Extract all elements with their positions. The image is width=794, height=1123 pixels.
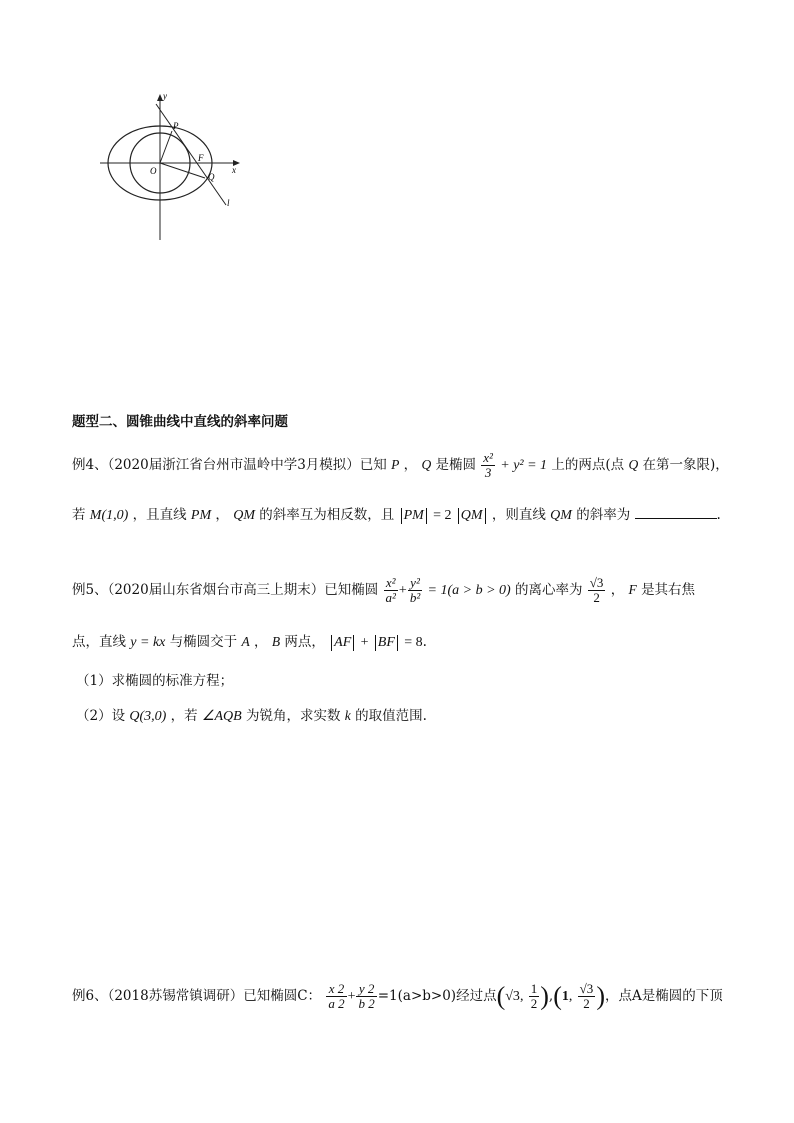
point-a: A: [241, 634, 250, 649]
pt2-den: 2: [583, 996, 590, 1011]
label-q: Q: [208, 172, 215, 182]
pt1-a: √3: [505, 989, 520, 1004]
ex5-l2-d: 两点，: [284, 634, 325, 650]
ex6-fraction-x: [326, 982, 346, 1011]
ex4-equation-rest: + y² = 1: [500, 458, 548, 473]
ex5-fraction-x: [384, 576, 398, 605]
ex5-plus: +: [398, 583, 407, 598]
label-p: P: [173, 121, 179, 131]
ex6-f2-den: b 2: [358, 996, 375, 1011]
ex4-l2-b: ，且直线: [132, 507, 187, 523]
ex6-intro: 例6、（2018苏锡常镇调研）已知椭圆C：: [72, 988, 322, 1004]
example-5-line-2: [72, 632, 427, 653]
ex6-text-2: =1(a>b>0)经过点: [377, 988, 497, 1004]
ex4-frac-num: x²: [483, 450, 493, 465]
section-heading: 题型二、圆锥曲线中直线的斜率问题: [72, 414, 288, 430]
ex4-ellipse-word: 是椭圆: [435, 457, 476, 473]
ex4-text-2: 上的两点(点: [551, 457, 625, 473]
ex4-l2-d: 的斜率互为相反数，且: [259, 507, 395, 523]
example-5-question-1: （1）求椭圆的标准方程；: [76, 673, 234, 689]
var-k: k: [344, 708, 351, 723]
pt1-sep: ,: [519, 989, 524, 1004]
abs-af: AF: [334, 635, 352, 650]
eccentricity-fraction: [588, 576, 606, 605]
pt2-num: √3: [579, 981, 594, 996]
abs-qm: QM: [460, 508, 483, 523]
ex5-q2-a: （2）设: [76, 708, 126, 724]
ellipse-circle-figure: [95, 85, 255, 245]
ex5-q2-d: 的取值范围.: [355, 708, 427, 724]
abs-bf: BF: [377, 635, 395, 650]
example-5-line-1: [72, 576, 695, 605]
ex4-fraction: [481, 451, 495, 480]
ex5-equation: = 1(a > b > 0): [427, 583, 511, 598]
e-den: 2: [593, 590, 600, 605]
ex4-frac-den: 3: [484, 465, 492, 480]
pt2-fraction: [578, 982, 596, 1011]
segment-op: [160, 131, 172, 163]
ex4-comma: ，: [403, 457, 418, 473]
ex6-fraction-y: [356, 982, 376, 1011]
ex6-plus: +: [347, 989, 356, 1004]
example-4-line-1: [72, 451, 729, 480]
example-5-question-2: [76, 706, 427, 727]
point-q-2: Q: [628, 457, 639, 472]
line-pm: PM: [190, 508, 212, 523]
ex5-text-3: ，: [610, 582, 625, 598]
pt1-den: 2: [530, 996, 538, 1011]
ex5-l2-a: 点，直线: [72, 634, 126, 650]
ex5-text-2: 的离心率为: [514, 582, 583, 598]
ex4-l2-a: 若: [72, 507, 86, 523]
label-x: x: [232, 165, 236, 175]
ex5-f2-num: y²: [408, 576, 422, 591]
ex4-l2-f: 的斜率为: [576, 507, 631, 523]
ex6-f2-num: y 2: [356, 982, 376, 997]
point-q30: Q(3,0): [129, 709, 167, 724]
ex4-intro: 例4、（2020届浙江省台州市温岭中学3月模拟）已知: [72, 457, 387, 473]
ex4-l2-c: ，: [215, 507, 229, 523]
pt1-fraction: [529, 982, 540, 1011]
point-b: B: [271, 634, 281, 649]
line-l: [156, 104, 226, 205]
line-ykx: y = kx: [130, 635, 166, 650]
ex4-l2-e: ，则直线: [491, 507, 546, 523]
pt2-a: 1: [561, 989, 569, 1004]
line-qm-2: QM: [550, 508, 572, 523]
ex5-f1-num: x²: [384, 576, 398, 591]
label-o: O: [150, 166, 157, 176]
abs-pm: PM: [403, 508, 424, 523]
pt1-num: 1: [530, 981, 538, 996]
ex5-fraction-y: [408, 576, 422, 605]
ex5-l2-c: ，: [254, 634, 268, 650]
label-y: y: [163, 91, 167, 101]
answer-blank[interactable]: [635, 518, 717, 519]
ex5-eq8: = 8: [404, 635, 423, 650]
ex5-l2-end: .: [422, 634, 427, 650]
ex5-intro: 例5、（2020届山东省烟台市高三上期末）已知椭圆: [72, 582, 379, 598]
ex5-q2-b: ，若: [170, 708, 198, 724]
ex5-q2-c: 为锐角，求实数: [245, 708, 341, 724]
ex4-l2-end: .: [716, 507, 721, 523]
ex5-text-4: 是其右焦: [641, 582, 696, 598]
line-qm: QM: [233, 508, 255, 523]
ex4-text-3: 在第一象限)，: [642, 457, 729, 473]
ex6-f1-den: a 2: [328, 996, 345, 1011]
label-f: F: [198, 153, 204, 163]
pt2-sep: ,: [568, 989, 573, 1004]
abs-mid: = 2: [433, 508, 452, 523]
ex5-l2-b: 与椭圆交于: [169, 634, 238, 650]
point-m: M(1,0): [89, 508, 129, 523]
example-4-line-2: [72, 505, 721, 526]
focus-f: F: [628, 582, 637, 597]
ex6-text-3: ，点A是椭圆的下顶: [604, 988, 723, 1004]
ex5-plus-2: +: [360, 635, 369, 650]
angle-aqb: ∠AQB: [201, 709, 242, 724]
label-l: l: [227, 198, 230, 208]
e-num: √3: [589, 575, 604, 590]
ex5-f1-den: a²: [385, 590, 396, 605]
example-6-line-1: 例6、（2018苏锡常镇调研）已知椭圆C： $\frac{x 2}{a 2}$ + $\frac{y 2}{b 2}$ =1(a>b>0)经过点(√3, $\frac{1}{2}$ ),(1, $\frac{√3}{2}$ )，点A是椭圆的下顶: [72, 981, 723, 1011]
ex6-f1-num: x 2: [326, 982, 346, 997]
point-q: Q: [421, 457, 432, 472]
point-p: P: [391, 457, 400, 472]
ex5-f2-den: b²: [409, 590, 421, 605]
